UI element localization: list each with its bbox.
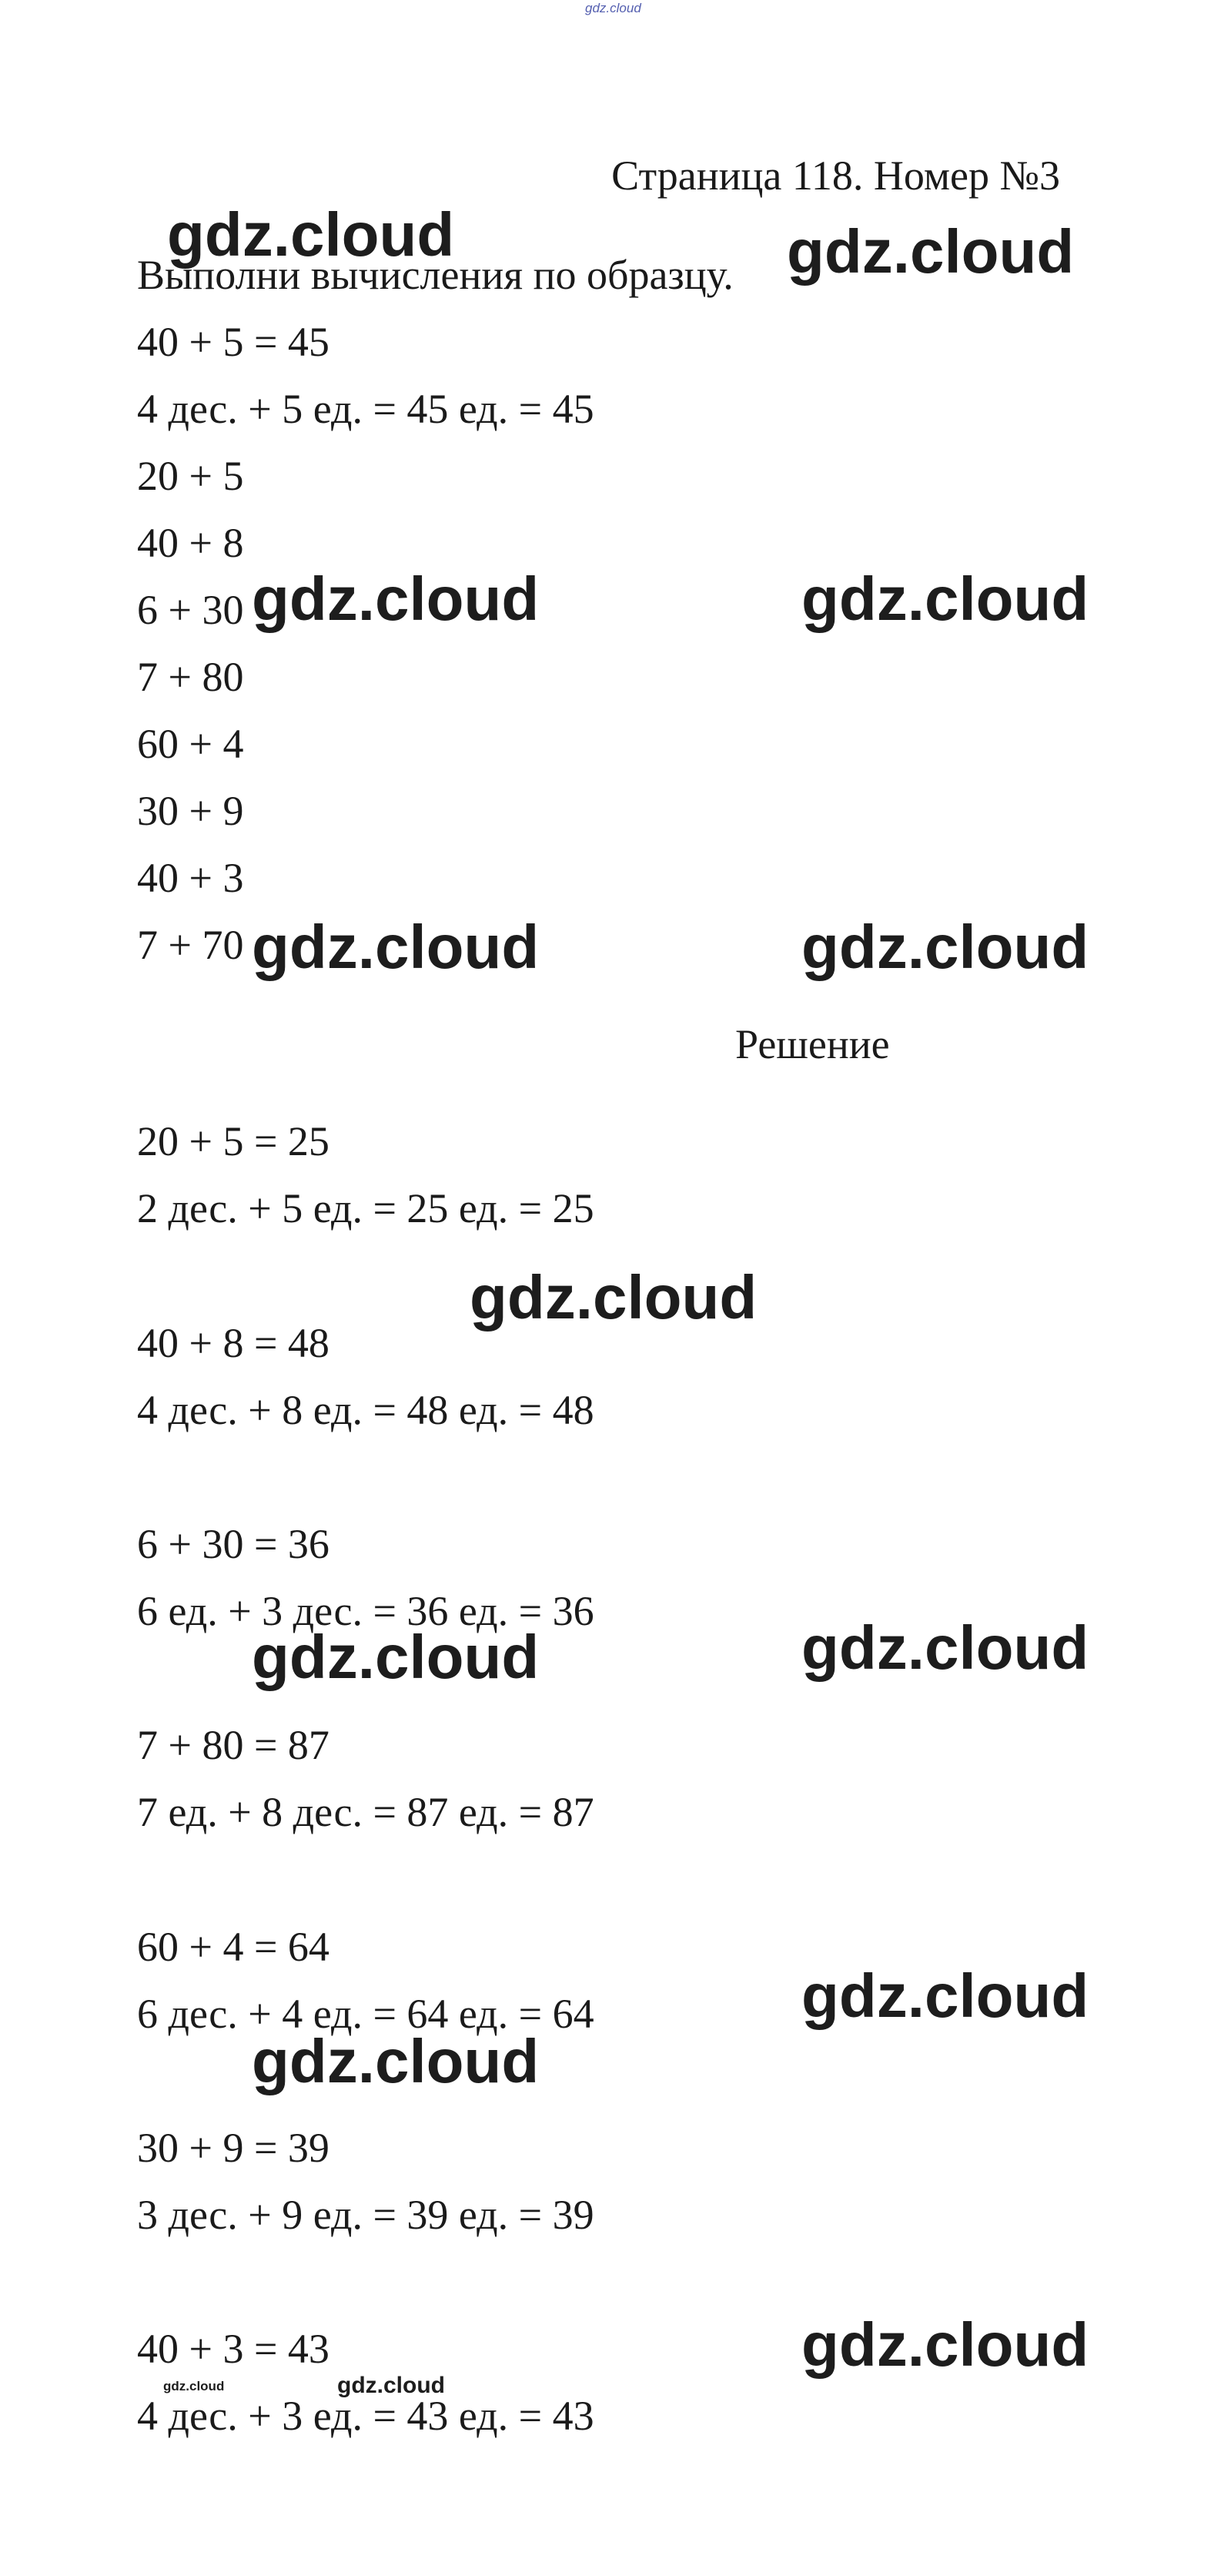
exercise-item: 7 + 80: [137, 654, 244, 700]
watermark: gdz.cloud: [252, 1623, 540, 1691]
solution-breakdown: 4 дес. + 8 ед. = 48 ед. = 48: [137, 1387, 594, 1433]
watermark: gdz.cloud: [801, 2310, 1089, 2379]
page-title: Страница 118. Номер №3: [611, 152, 1060, 199]
watermark: gdz.cloud: [252, 564, 540, 633]
watermark: gdz.cloud: [163, 2379, 225, 2393]
exercise-item: 40 + 8: [137, 520, 244, 566]
top-watermark: gdz.cloud: [585, 1, 641, 15]
exercise-item: 6 + 30: [137, 587, 244, 633]
watermark: gdz.cloud: [801, 913, 1089, 981]
solution-equation: 6 + 30 = 36: [137, 1521, 329, 1567]
solution-equation: 30 + 9 = 39: [137, 2125, 329, 2171]
solution-breakdown: 7 ед. + 8 дес. = 87 ед. = 87: [137, 1789, 594, 1835]
solution-heading: Решение: [735, 1021, 890, 1067]
solution-breakdown: 4 дес. + 3 ед. = 43 ед. = 43: [137, 2393, 594, 2439]
example-breakdown: 4 дес. + 5 ед. = 45 ед. = 45: [137, 386, 594, 432]
watermark: gdz.cloud: [337, 2373, 445, 2398]
solution-equation: 20 + 5 = 25: [137, 1118, 329, 1164]
exercise-item: 40 + 3: [137, 855, 244, 901]
solution-equation: 7 + 80 = 87: [137, 1722, 329, 1768]
solution-breakdown: 2 дес. + 5 ед. = 25 ед. = 25: [137, 1185, 594, 1231]
solution-breakdown: 3 дес. + 9 ед. = 39 ед. = 39: [137, 2192, 594, 2238]
watermark: gdz.cloud: [801, 1613, 1089, 1682]
task-instruction: Выполни вычисления по образцу.: [137, 252, 734, 298]
example-equation: 40 + 5 = 45: [137, 319, 329, 365]
solution-equation: 60 + 4 = 64: [137, 1924, 329, 1970]
solution-breakdown: 6 ед. + 3 дес. = 36 ед. = 36: [137, 1588, 594, 1634]
solution-equation: 40 + 3 = 43: [137, 2326, 329, 2372]
watermark: gdz.cloud: [167, 200, 455, 269]
solution-breakdown: 6 дес. + 4 ед. = 64 ед. = 64: [137, 1991, 594, 2037]
watermark: gdz.cloud: [801, 564, 1089, 633]
exercise-item: 30 + 9: [137, 788, 244, 834]
watermark: gdz.cloud: [801, 1961, 1089, 2030]
solution-equation: 40 + 8 = 48: [137, 1320, 329, 1366]
watermark: gdz.cloud: [252, 913, 540, 981]
exercise-item: 7 + 70: [137, 922, 244, 968]
watermark: gdz.cloud: [252, 2027, 540, 2095]
exercise-item: 60 + 4: [137, 721, 244, 767]
watermark: gdz.cloud: [787, 217, 1075, 286]
exercise-item: 20 + 5: [137, 453, 244, 499]
watermark: gdz.cloud: [470, 1263, 758, 1332]
